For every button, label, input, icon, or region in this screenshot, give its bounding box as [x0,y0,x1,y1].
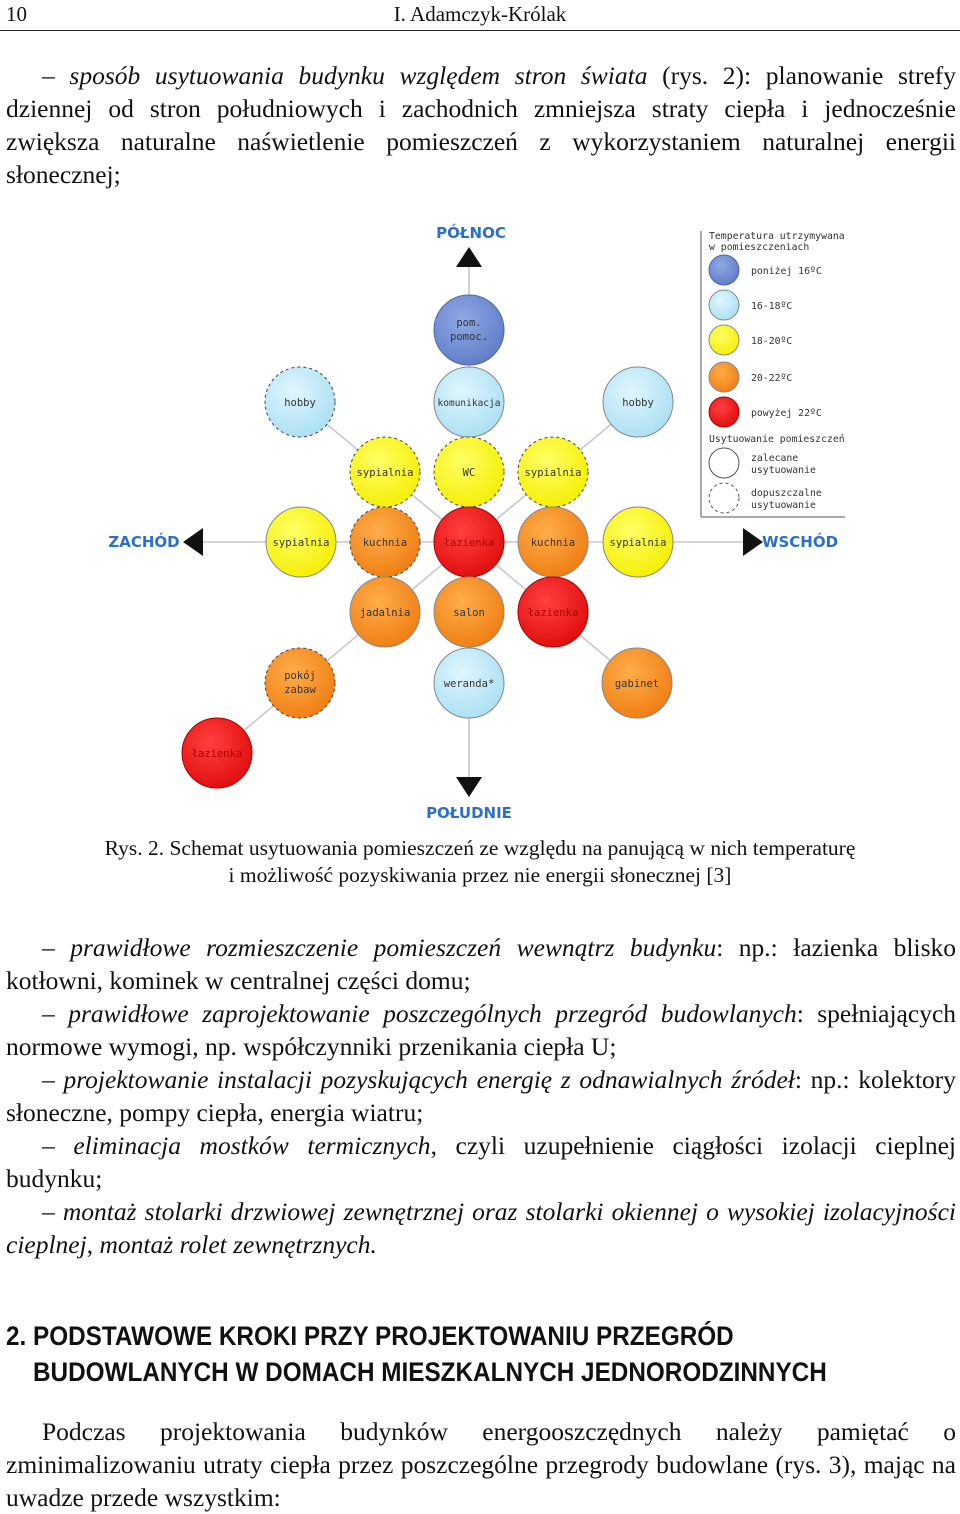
node-label: pom. [456,317,482,329]
list-item-text: : np.: łazienka blisko kotłowni, kominek w centralnej części domu; [6,933,956,995]
legend-placement-title: Usytuowanie pomieszczeń [709,434,845,445]
list-dash: – [42,61,55,90]
node-label: łazienka [191,748,243,760]
node-label: komunikacja [437,398,501,409]
list-dash: – [42,1131,55,1160]
node-label: WC [462,467,476,479]
node-label: łazienka [443,537,495,549]
list-item [6,1195,956,1261]
figure-caption [0,835,960,889]
node-label: hobby [622,397,654,409]
node-pom-pomoc [434,295,504,365]
node-label: gabinet [614,678,660,690]
list-item-italic: montaż stolarki drzwiowej zewnętrznej oraz stolarki okiennej o wysokiej izolacyjności cieplnej [6,1197,956,1259]
node-label: jadalnia [359,607,411,619]
node-label: sypialnia [609,537,667,549]
node-label: kuchnia [530,537,576,549]
node-label: kuchnia [362,537,408,549]
node-label: salon [453,607,485,619]
page-header [0,0,960,30]
legend-label: 20-22ºC [751,373,793,384]
heading-line: BUDOWLANYCH W DOMACH MIESZKALNYCH JEDNORODZINNYCH [33,1357,827,1387]
running-header-author: I. Adamczyk-Królak [393,2,567,26]
legend-label: poniżej 16ºC [751,266,822,277]
legend-swatch-16-18 [709,290,739,320]
heading-line: 2. PODSTAWOWE KROKI PRZY PROJEKTOWANIU PRZEGRÓD [6,1321,734,1351]
legend-label: usytuowanie [751,500,816,511]
bullet-list [6,931,956,1261]
list-item [6,1063,956,1129]
caption-line: i możliwość pozyskiwania przez nie energii słonecznej [3] [228,863,732,887]
caption-line: Rys. 2. Schemat usytuowania pomieszczeń ze względu na panującą w nich temperaturę [104,836,856,860]
list-item-italic: montaż rolet zewnętrznych. [99,1230,377,1259]
node-label: sypialnia [356,467,414,479]
list-dash: – [42,1197,55,1226]
list-item-text: , [86,1230,100,1259]
list-item [6,997,956,1063]
intro-text: (rys. 2): planowanie strefy dziennej od stron południowych i zachodnich zmniejsza straty ciepła i jednocześnie zwiększa naturalne naświetlenie pomieszczeń z wykorzystaniem naturalnej energii słonecznej; [6,61,956,189]
north-label: PÓŁNOC [436,224,506,242]
south-arrow-icon [456,777,482,797]
list-dash: – [42,933,55,962]
legend-recommended-swatch [709,448,739,478]
page-number: 10 [6,2,27,26]
node-label: hobby [284,397,316,409]
list-item [6,931,956,997]
list-item-italic: prawidłowe rozmieszczenie pomieszczeń wewnątrz budynku [70,933,717,962]
orientation-diagram [0,195,960,820]
list-item-italic: projektowanie instalacji pozyskujących energię z odnawialnych źródeł [63,1065,795,1094]
node-label: łazienka [527,607,579,619]
legend-title-line2: w pomieszczeniach [709,242,810,253]
list-dash: – [42,1065,55,1094]
list-item-text: , czyli uzupełnienie ciągłości izolacji cieplnej budynku; [6,1131,956,1193]
node-label: zabaw [284,684,316,696]
list-dash: – [42,999,55,1028]
legend-swatch-20-22 [709,362,739,392]
header-rule [0,30,960,31]
north-arrow-icon [456,247,482,267]
list-item-italic: eliminacja mostków termicznych [73,1131,431,1160]
node-label: pomoc. [450,331,488,343]
legend-label: powyżej 22ºC [751,408,822,419]
node-label: pokój [284,670,316,682]
list-item-text: : spełniających normowe wymogi, np. współczynniki przenikania ciepła U; [6,999,957,1061]
east-arrow-icon [743,528,763,556]
intro-paragraph [6,59,956,191]
legend-swatch-above-22 [709,397,739,427]
legend [701,231,845,517]
legend-label: zalecane [751,453,799,464]
west-label: ZACHÓD [108,533,180,551]
node-label: sypialnia [272,537,330,549]
legend-label: 18-20ºC [751,336,793,347]
legend-title: Temperatura utrzymywana [709,231,845,242]
node-label: sypialnia [524,467,582,479]
legend-label: usytuowanie [751,465,816,476]
list-item-text: : np.: kolektory słoneczne, pompy ciepła, energia wiatru; [6,1065,957,1127]
node-pokoj-zabaw [265,648,335,718]
list-item-italic: prawidłowe zaprojektowanie poszczególnych przegród budowlanych [68,999,797,1028]
east-label: WSCHÓD [761,533,839,551]
legend-allowed-swatch [709,483,739,513]
section-heading [6,1318,852,1390]
section-body: Podczas projektowania budynków energooszczędnych należy pamiętać o zminimalizowaniu utraty ciepła przez poszczególne przegrody budowlane (rys. 3), mając na uwadze przede wszystkim: [6,1417,956,1512]
legend-label: dopuszczalne [751,488,822,499]
west-arrow-icon [183,528,203,556]
legend-label: 16-18ºC [751,301,793,312]
intro-italic: sposób usytuowania budynku względem stron świata [69,61,648,90]
node-label: weranda* [443,678,495,690]
south-label: POŁUDNIE [426,804,512,820]
list-item [6,1129,956,1195]
legend-swatch-below-16 [709,255,739,285]
legend-swatch-18-20 [709,325,739,355]
